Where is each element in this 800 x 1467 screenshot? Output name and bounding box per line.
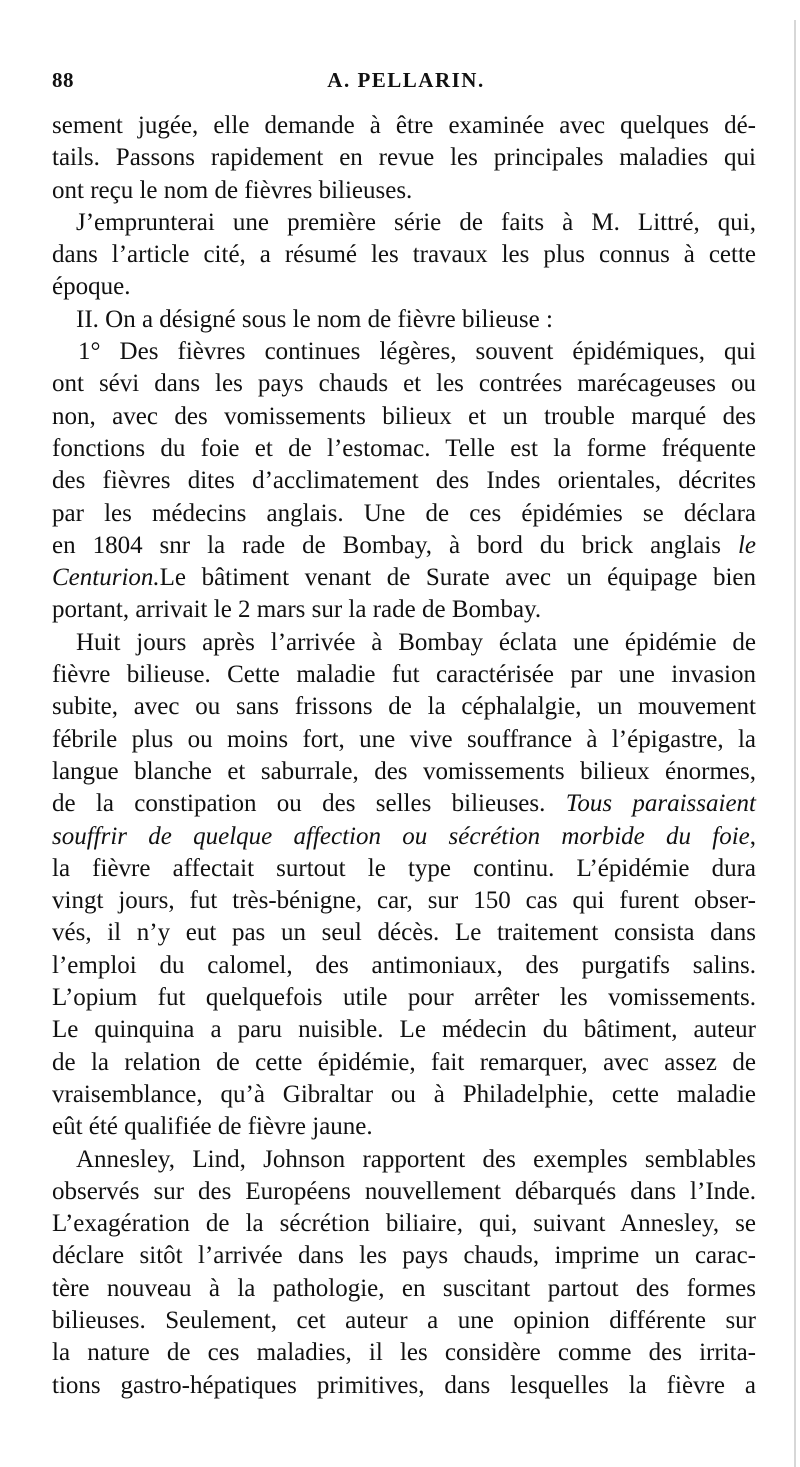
- text-line: [52, 498, 756, 530]
- line-text: 1° Des fièvres continues légères, souvent épidémiques, qui: [78, 338, 756, 366]
- text-line: [52, 368, 756, 400]
- text-line: [52, 530, 756, 562]
- line-text: Le quinquina a paru nuisible. Le médecin du bâtiment, auteur: [52, 1016, 756, 1044]
- line-text: ont reçu le nom de fièvres bilieuses.: [52, 176, 413, 204]
- line-text: dans l’article cité, a résumé les travaux les plus connus à cette: [52, 241, 756, 269]
- line-text: l’emploi du calomel, des antimoniaux, des purgatifs salins.: [52, 951, 756, 979]
- text-line: [52, 1079, 756, 1111]
- line-text: sement jugée, elle demande à être examinée avec quelques dé-: [52, 112, 756, 139]
- text-line: [52, 271, 756, 303]
- line-text: J’emprunterai une première série de faits à M. Littré, qui,: [76, 208, 756, 236]
- line-text: de la relation de cette épidémie, fait remarquer, avec assez de: [52, 1048, 756, 1076]
- text-line: [52, 853, 756, 885]
- line-text: fonctions du foie et de l’estomac. Telle est la forme fréquente: [52, 434, 756, 462]
- line-text: ,: [749, 822, 756, 850]
- page-header: [52, 68, 760, 96]
- line-text: tions gastro-hépatiques primitives, dans lesquelles la fièvre a: [52, 1371, 756, 1399]
- text-line: [52, 691, 756, 723]
- line-text: la fièvre affectait surtout le type continu. L’épidémie dura: [52, 854, 756, 882]
- line-text: de la constipation ou des selles bilieuses.: [52, 790, 546, 818]
- line-text: Annesley, Lind, Johnson rapportent des exemples semblables: [76, 1145, 756, 1173]
- line-text: Le bâtiment venant de Surate avec un équipage bien: [159, 564, 756, 592]
- text-line: [52, 1370, 756, 1402]
- line-text: déclare sitôt l’arrivée dans les pays chauds, imprime un carac-: [52, 1242, 756, 1270]
- line-text: fièvre bilieuse. Cette maladie fut caractérisée par une invasion: [52, 661, 756, 689]
- text-line: [52, 594, 756, 626]
- line-text: non, avec des vomissements bilieux et un trouble marqué des: [52, 402, 756, 430]
- body-text: [52, 110, 756, 1402]
- line-text: la nature de ces maladies, il les considère comme des irrita-: [52, 1339, 756, 1367]
- text-line: [52, 788, 756, 820]
- line-text: bilieuses. Seulement, cet auteur a une opinion différente sur: [52, 1306, 756, 1334]
- text-line: [52, 1240, 756, 1272]
- text-line: [52, 724, 756, 756]
- text-line: [52, 627, 756, 659]
- line-text: ont sévi dans les pays chauds et les contrées marécageuses ou: [52, 370, 756, 398]
- text-line: [52, 239, 756, 271]
- line-text: tère nouveau à la pathologie, en suscitant partout des formes: [52, 1274, 756, 1302]
- text-line: [52, 1176, 756, 1208]
- line-text: fébrile plus ou moins fort, une vive souffrance à l’épigastre, la: [52, 725, 756, 753]
- text-line: [52, 821, 756, 853]
- text-line: [52, 336, 756, 368]
- text-line: [52, 659, 756, 691]
- text-line: [52, 175, 756, 207]
- line-text: L’exagération de la sécrétion biliaire, qui, suivant Annesley, se: [52, 1210, 756, 1238]
- text-line: [52, 950, 756, 982]
- line-text: tails. Passons rapidement en revue les principales maladies qui: [52, 144, 756, 172]
- text-line: [52, 1111, 756, 1143]
- line-text: subite, avec ou sans frissons de la céphalalgie, un mouvement: [52, 693, 756, 721]
- line-text: eût été qualifiée de fièvre jaune.: [52, 1113, 373, 1141]
- text-line: [52, 433, 756, 465]
- line-text: observés sur des Européens nouvellement débarqués dans l’Inde.: [52, 1177, 756, 1205]
- line-text: II. On a désigné sous le nom de fièvre bilieuse :: [76, 305, 553, 333]
- line-text: Huit jours après l’arrivée à Bombay éclata une épidémie de: [76, 628, 756, 656]
- text-line: [52, 1273, 756, 1305]
- page-edge-shadow: [794, 20, 796, 1467]
- line-text: des fièvres dites d’acclimatement des Indes orientales, décrites: [52, 467, 756, 495]
- text-line: [52, 982, 756, 1014]
- text-line: [52, 917, 756, 949]
- page-number: 88: [52, 68, 74, 92]
- line-text: époque.: [52, 273, 131, 301]
- text-line: [52, 110, 756, 142]
- italic-text: Tous paraissaient: [565, 790, 756, 818]
- line-text: vraisemblance, qu’à Gibraltar ou à Philadelphie, cette maladie: [52, 1080, 756, 1108]
- line-text: vingt jours, fut très-bénigne, car, sur 150 cas qui furent obser-: [52, 887, 756, 915]
- text-line: [52, 1305, 756, 1337]
- text-line: [52, 304, 756, 336]
- text-line: [52, 207, 756, 239]
- text-line: [52, 401, 756, 433]
- text-line: [52, 562, 756, 594]
- text-line: [52, 465, 756, 497]
- running-head: A. PELLARIN.: [327, 68, 485, 92]
- text-line: [52, 142, 756, 174]
- line-text: vés, il n’y eut pas un seul décès. Le traitement consista dans: [52, 919, 756, 947]
- text-line: [52, 885, 756, 917]
- text-line: [52, 1337, 756, 1369]
- italic-text: souffrir de quelque affection ou sécrétion morbide du foie: [52, 822, 750, 850]
- line-text: langue blanche et saburrale, des vomissements bilieux énormes,: [52, 757, 756, 785]
- line-text: par les médecins anglais. Une de ces épidémies se déclara: [52, 499, 756, 527]
- italic-text: Centurion.: [52, 564, 160, 592]
- line-text: portant, arrivait le 2 mars sur la rade de Bombay.: [52, 596, 542, 624]
- line-text: L’opium fut quelquefois utile pour arrêter les vomissements.: [52, 984, 756, 1012]
- line-text: en 1804 snr la rade de Bombay, à bord du brick anglais: [52, 531, 721, 559]
- text-line: [52, 1144, 756, 1176]
- text-line: [52, 1047, 756, 1079]
- text-line: [52, 756, 756, 788]
- text-line: [52, 1208, 756, 1240]
- text-line: [52, 1014, 756, 1046]
- italic-text: le: [737, 531, 756, 559]
